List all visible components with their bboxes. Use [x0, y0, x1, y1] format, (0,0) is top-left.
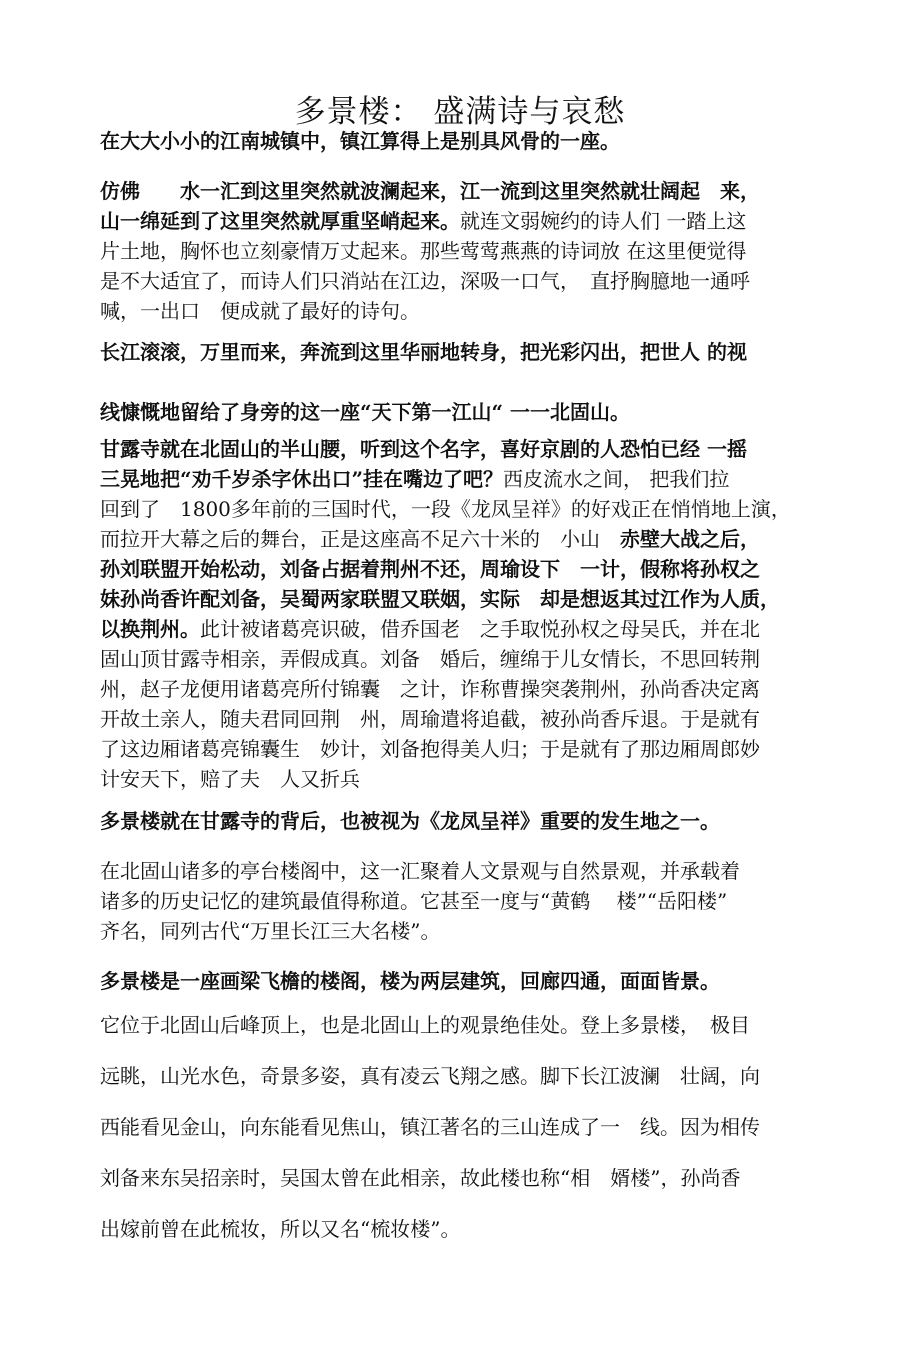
text-line: 了这边厢诸葛亮锦囊生 妙计，刘备抱得美人归；于是就有了那边厢周郎妙: [100, 737, 760, 761]
text-line: [100, 206, 835, 236]
text-line: [100, 614, 835, 644]
text-line: 喊，一出口 便成就了最好的诗句。: [100, 299, 420, 323]
plain-text: 此计被诸葛亮识破，借乔国老 之手取悦孙权之母吴氏，并在北: [200, 617, 760, 641]
text-line: 回到了 1800多年前的三国时代，一段《龙凤呈祥》的好戏正在悄悄地上演，: [100, 497, 791, 521]
paragraph-7: [100, 1005, 835, 1260]
plain-text: 就连文弱婉约的诗人们 一踏上这: [460, 209, 747, 233]
bold-text: 山一绵延到了这里突然就厚重坚峭起来。: [100, 209, 460, 233]
text-line: 西能看见金山，向东能看见焦山，镇江著名的三山连成了一 线。因为相传: [100, 1115, 760, 1139]
paragraph-5: [100, 856, 835, 946]
text-line: 它位于北固山后峰顶上，也是北固山上的观景绝佳处。登上多景楼， 极目: [100, 1013, 750, 1037]
text-line: 诸多的历史记忆的建筑最值得称道。它甚至一度与“黄鹤 楼”“岳阳楼”: [100, 889, 728, 913]
text-line: 开故土亲人，随夫君同回荆 州，周瑜遣将追截，被孙尚香斥退。于是就有: [100, 707, 760, 731]
page-title: 多景楼： 盛满诗与哀愁: [294, 94, 626, 130]
bold-text: 以换荆州。: [100, 617, 200, 641]
intro-paragraph: [100, 126, 835, 156]
paragraph-4: [100, 806, 835, 836]
text-line: 在北固山诸多的亭台楼阁中，这一汇聚着人文景观与自然景观，并承载着: [100, 859, 740, 883]
paragraph-1: [100, 176, 835, 326]
text-line: 多景楼就在甘露寺的背后，也被视为《龙凤呈祥》重要的发生地之一。: [100, 809, 720, 833]
text-line: 仿佛 水一汇到这里突然就波澜起来，江一流到这里突然就壮阔起 来，: [100, 179, 760, 203]
text-line: 多景楼是一座画梁飞檐的楼阁，楼为两层建筑，回廊四通，面面皆景。: [100, 969, 720, 993]
plain-text: 西皮流水之间， 把我们拉: [503, 467, 730, 491]
text-line: 远眺，山光水色，奇景多姿，真有凌云飞翔之感。脚下长江波澜 壮阔，向: [100, 1064, 760, 1088]
text-line: 刘备来东吴招亲时，吴国太曾在此相亲，故此楼也称“相 婿楼”，孙尚香: [100, 1166, 741, 1190]
text-line: 固山顶甘露寺相亲，弄假成真。刘备 婚后，缠绵于儿女情长，不思回转荆: [100, 647, 760, 671]
text-line: 孙刘联盟开始松动，刘备占据着荆州不还，周瑜设下 一计，假称将孙权之: [100, 557, 760, 581]
text-line: 片土地，胸怀也立刻豪情万丈起来。那些莺莺燕燕的诗词放 在这里便觉得: [100, 239, 747, 263]
text-line: 是不大适宜了，而诗人们只消站在江边，深吸一口气， 直抒胸臆地一通呼: [100, 269, 750, 293]
bold-text: 赤壁大战之后，: [620, 527, 760, 551]
text-line: [100, 524, 835, 554]
text-line: 妹孙尚香许配刘备，吴蜀两家联盟又联姻，实际 却是想返其过江作为人质，: [100, 587, 780, 611]
text-line: 出嫁前曾在此梳妆，所以又名“梳妆楼”。: [100, 1217, 461, 1241]
text-line: 长江滚滚，万里而来，奔流到这里华丽地转身，把光彩闪出，把世人 的视: [100, 340, 747, 364]
text-line: 齐名，同列古代“万里长江三大名楼”。: [100, 919, 441, 943]
text-line: 在大大小小的江南城镇中，镇江算得上是别具风骨的一座。: [100, 129, 620, 153]
text-line: 州，赵子龙便用诸葛亮所付锦囊 之计，诈称曹操突袭荆州，孙尚香决定离: [100, 677, 760, 701]
text-line: 计安天下，赔了夫 人又折兵: [100, 767, 360, 791]
text-line: 甘露寺就在北固山的半山腰，听到这个名字，喜好京剧的人恐怕已经 一摇: [100, 437, 747, 461]
paragraph-3: [100, 434, 835, 794]
paragraph-6: [100, 966, 835, 996]
bold-text: 三晃地把“劝千岁杀字休出口”挂在嘴边了吧？: [100, 467, 504, 491]
text-line: [100, 464, 835, 494]
text-line: 线慷慨地留给了身旁的这一座“天下第一江山“ 一一北固山。: [100, 400, 630, 424]
plain-text: 而拉开大幕之后的舞台，正是这座高不足六十米的 小山: [100, 527, 620, 551]
